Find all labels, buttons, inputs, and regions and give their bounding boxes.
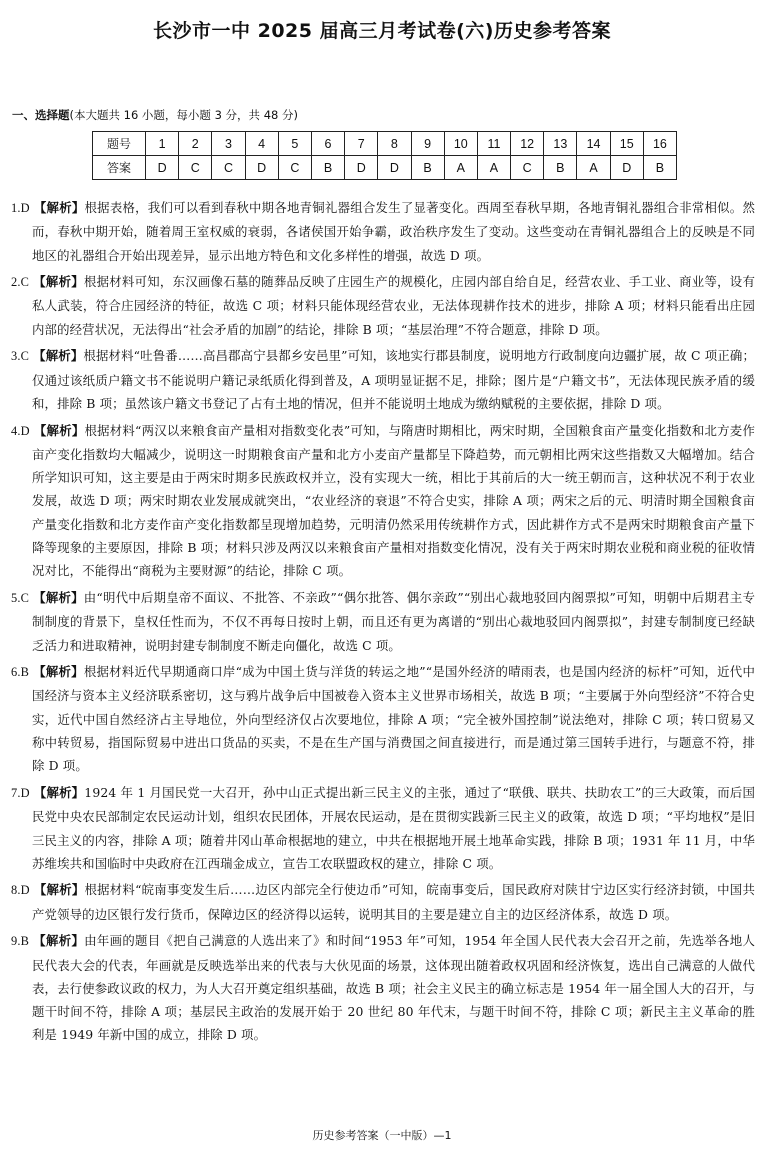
analysis-tag: 【解析】 — [33, 348, 84, 364]
section-title: 一、选择题 — [12, 108, 70, 122]
item-answer: D — [20, 423, 30, 438]
analysis-tag: 【解析】 — [33, 664, 84, 680]
answer-cell: D — [345, 156, 378, 180]
answer-cell: C — [212, 156, 245, 180]
answer-cell: C — [278, 156, 311, 180]
question-number-cell: 11 — [477, 132, 510, 156]
question-number-cell: 2 — [179, 132, 212, 156]
explanation-item — [11, 270, 755, 341]
analysis-tag: 【解析】 — [33, 882, 85, 898]
page-footer: 历史参考答案（一中版）—1 — [312, 1129, 452, 1142]
explanation-item — [11, 196, 755, 267]
row-label-answer: 答案 — [93, 156, 146, 180]
question-number-cell: 9 — [411, 132, 444, 156]
explanation-item — [11, 419, 755, 583]
item-text: 由“明代中后期皇帝不面议、不批答、不亲政”“偶尔批答、偶尔亲政”“别出心裁地驳回内阁票拟”可知，明朝中后期君主专制制度的背景下，皇权任性而为，不仅不再每日按时上朝，而且还有更为离谱的“别出心裁地驳回内阁票拟”，封建专制制度已经缺乏活力和进取精神，说明封建专制制度不断走向僵化，故选 C 项。 — [32, 589, 756, 653]
analysis-tag: 【解析】 — [33, 274, 84, 290]
explanation-list — [11, 196, 755, 1050]
item-text: 根据材料“吐鲁番……高昌郡高宁县都乡安邑里”可知，该地实行郡县制度，说明地方行政制度向边疆扩展，故 C 项正确；仅通过该纸质户籍文书不能说明户籍记录纸质化得到普及，A 项明显证据不足，排除；图片是“户籍文书”，无法体现民族矛盾的缓和，排除 B 项；虽然该户籍文书登记了占有土地的情况，但并不能说明土地成为缴纳赋税的主要依据，排除 D 项。 — [32, 348, 755, 411]
item-answer: B — [20, 665, 30, 680]
item-number: 6. — [11, 665, 21, 680]
explanation-item — [11, 660, 755, 777]
answer-cell: D — [378, 156, 411, 180]
answer-cell: D — [610, 156, 643, 180]
answer-cell: B — [411, 156, 444, 180]
item-text: 根据材料可知，东汉画像石墓的随葬品反映了庄园生产的规模化，庄园内部自给自足，经营农业、手工业、商业等，设有私人武装，符合庄园经济的特征，故选 C 项；材料只能体现经营农业，无法体现耕作技术的进步，排除 A 项；材料只能看出庄园内部的经营状况，无法得出“社会矛盾的加剧”的结论，排除 B 项；“基层治理”不符合题意，排除 D 项。 — [32, 274, 756, 337]
page-title: 长沙市一中 2025 届高三月考试卷(六)历史参考答案 — [153, 20, 611, 42]
question-number-cell: 1 — [146, 132, 179, 156]
answer-row — [93, 156, 677, 180]
answer-cell: A — [444, 156, 477, 180]
question-number-cell: 15 — [610, 132, 643, 156]
item-number: 8. — [11, 883, 21, 898]
item-text: 1924 年 1 月国民党一大召开，孙中山正式提出新三民主义的主张，通过了“联俄、联共、扶助农工”的三大政策，而后国民党中央农民部制定农民运动计划，组织农民团体，开展农民运动，是在贯彻实践新三民主义的政策，故选 D 项；“平均地权”是旧三民主义的内容，排除 A 项；随着井冈山革命根据地的建立，中共在根据地开展土地革命实践，排除 B 项；1931 年 11 月，中华苏维埃共和国临时中央政府在江西瑞金成立，宣告工农联盟政权的建立，排除 C 项。 — [32, 784, 755, 871]
analysis-tag: 【解析】 — [33, 589, 84, 605]
row-label-number: 题号 — [93, 132, 146, 156]
question-number-cell: 14 — [577, 132, 610, 156]
item-answer: B — [20, 934, 30, 949]
item-text: 由年画的题目《把自己满意的人选出来了》和时间“1953 年”可知，1954 年全国人民代表大会召开之前，先选举各地人民代表大会的代表，年画就是反映选举出来的代表与大伙见面的场景，这体现出随着政权巩固和经济恢复，选出自己满意的人做代表，去行使参政议政的权力，为人大召开奠定组织基础，故选 B 项；社会主义民主的确立标志是 1954 年一届全国人大的召开，与题干时间不符，排除 A 项；基层民主政治的发展开始于 20 世纪 80 年代末，与题干时间不符，排除 C 项；新民主主义革命的胜利是 1949 年新中国的成立，排除 D 项。 — [32, 933, 755, 1043]
question-number-cell: 6 — [311, 132, 344, 156]
explanation-item — [11, 929, 755, 1046]
section-heading — [12, 107, 298, 123]
answer-cell: A — [477, 156, 510, 180]
answer-cell: B — [311, 156, 344, 180]
item-number: 3. — [11, 349, 21, 364]
item-answer: C — [20, 275, 30, 290]
item-text: 根据材料“两汉以来粮食亩产量相对指数变化表”可知，与隋唐时期相比，两宋时期，全国粮食亩产量变化指数和北方麦作亩产变化指数均大幅减少，说明这一时期粮食亩产量和北方小麦亩产量都呈下降趋势，而元朝相比两宋这些指数又大幅增加。结合所学知识可知，这主要是由于两宋时期多民族政权并立，没有实现大一统，相比于其前后的大一统王朝而言，这种状况不利于农业发展，故选 D 项；两宋时期农业发展成就突出，“农业经济的衰退”不符合史实，排除 A 项；两宋之后的元、明清时期全国粮食亩产量变化指数和北方麦作亩产变化指数都呈现增加趋势，元明清仍然采用传统耕作方式，因此耕作方式不是两宋时期粮食亩产量下降等现象的主要原因，排除 B 项；材料只涉及两汉以来粮食亩产量相对指数变化情况，没有关于两宋时期农业税和商业税的征收情况对比，不能得出“商税为主要财源”的结论，排除 C 项。 — [32, 422, 755, 579]
explanation-item — [11, 781, 755, 875]
item-answer: C — [20, 349, 30, 364]
question-number-cell: 3 — [212, 132, 245, 156]
answer-cell: B — [643, 156, 676, 180]
item-answer: D — [20, 883, 30, 898]
answer-cell: B — [544, 156, 577, 180]
question-number-cell: 10 — [444, 132, 477, 156]
analysis-tag: 【解析】 — [33, 933, 85, 949]
item-text: 根据材料“皖南事变发生后……边区内部完全行使边币”可知，皖南事变后，国民政府对陕甘宁边区实行经济封锁，中国共产党领导的边区银行发行货币，保障边区的经济得以运转，说明其目的主要是建立自主的边区经济体系，故选 D 项。 — [32, 882, 755, 922]
question-number-cell: 4 — [245, 132, 278, 156]
item-number: 9. — [11, 934, 21, 949]
answer-cell: C — [179, 156, 212, 180]
item-number: 5. — [11, 590, 21, 605]
answer-cell: D — [146, 156, 179, 180]
item-answer: D — [20, 785, 30, 800]
question-number-cell: 13 — [544, 132, 577, 156]
answer-cell: D — [245, 156, 278, 180]
question-number-row — [93, 132, 677, 156]
item-answer: D — [20, 201, 30, 215]
question-number-cell: 5 — [278, 132, 311, 156]
item-number: 2. — [11, 275, 21, 290]
item-answer: C — [20, 590, 30, 605]
explanation-item — [11, 344, 755, 415]
answer-cell: C — [511, 156, 544, 180]
analysis-tag: 【解析】 — [33, 784, 85, 800]
item-number: 4. — [11, 423, 21, 438]
analysis-tag: 【解析】 — [33, 200, 85, 215]
analysis-tag: 【解析】 — [33, 422, 85, 438]
question-number-cell: 12 — [511, 132, 544, 156]
question-number-cell: 16 — [643, 132, 676, 156]
explanation-item — [11, 878, 755, 926]
answer-table — [92, 131, 677, 180]
item-number: 1. — [11, 201, 21, 215]
explanation-item — [11, 586, 755, 657]
question-number-cell: 8 — [378, 132, 411, 156]
answer-cell: A — [577, 156, 610, 180]
item-number: 7. — [11, 785, 21, 800]
section-note: (本大题共 16 小题，每小题 3 分，共 48 分) — [69, 108, 298, 122]
item-text: 根据材料近代早期通商口岸“成为中国土货与洋货的转运之地”“是国外经济的晴雨表，也是国内经济的标杆”可知，近代中国经济与资本主义经济联系密切，这与鸦片战争后中国被卷入资本主义世界市场相关，故选 B 项；“主要属于外向型经济”不符合史实，近代中国自然经济占主导地位，外向型经济仅占次要地位，排除 A 项；“完全被外国控制”说法绝对，排除 C 项；转口贸易又称中转贸易，指国际贸易中进出口货品的买卖，不是在生产国与消费国之间直接进行，而是通过第三国转手进行，与题意不符，排除 D 项。 — [32, 664, 755, 774]
question-number-cell: 7 — [345, 132, 378, 156]
item-text: 根据表格，我们可以看到春秋中期各地青铜礼器组合发生了显著变化。西周至春秋早期，各地青铜礼器组合非常相似。然而，春秋中期开始，随着周王室权威的衰弱，各诸侯国开始争霸，政治秩序发生了变动。这些变动在青铜礼器组合上的反映是不同地区的礼器组合开始出现差异，显示出地方特色和文化多样性的增强，故选 D 项。 — [32, 200, 755, 263]
